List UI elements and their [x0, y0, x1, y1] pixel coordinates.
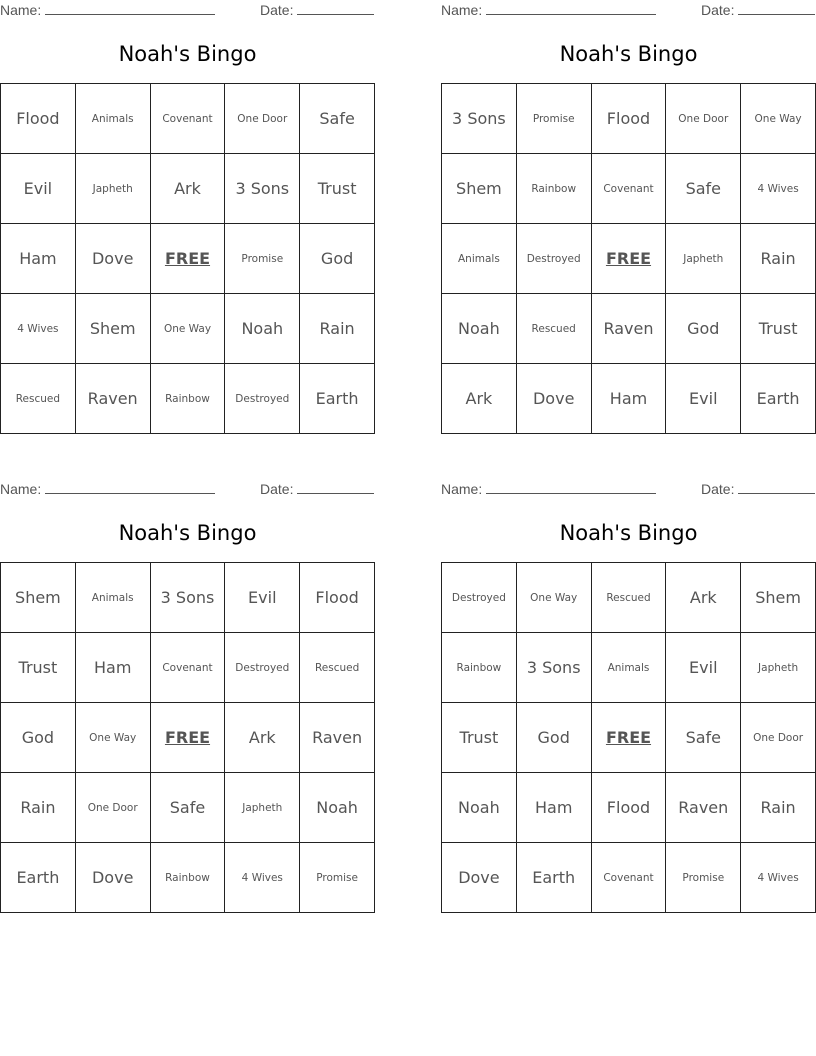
date-field: [701, 2, 815, 18]
name-line: [45, 481, 215, 494]
bingo-cell: Covenant: [151, 633, 226, 703]
bingo-cell: Promise: [225, 224, 300, 294]
name-field: [441, 2, 656, 18]
bingo-cell: Noah: [442, 294, 517, 364]
bingo-cell: Trust: [300, 154, 375, 224]
bingo-card-1: [0, 0, 375, 434]
bingo-cell: Rainbow: [151, 364, 226, 434]
bingo-cell: One Way: [76, 703, 151, 773]
date-label: Date:: [701, 2, 735, 18]
bingo-cell: Evil: [666, 364, 741, 434]
bingo-cell: Rainbow: [151, 843, 226, 913]
card-header: [0, 479, 375, 499]
bingo-cell: Dove: [517, 364, 592, 434]
bingo-cell: Earth: [741, 364, 816, 434]
bingo-cell: Flood: [1, 84, 76, 154]
name-field: [441, 481, 656, 497]
bingo-cell: 4 Wives: [225, 843, 300, 913]
bingo-cell: Japheth: [225, 773, 300, 843]
bingo-cell: Promise: [300, 843, 375, 913]
date-field: [701, 481, 815, 497]
bingo-cell: Flood: [592, 773, 667, 843]
bingo-cell: Japheth: [666, 224, 741, 294]
date-line: [738, 481, 815, 494]
bingo-cell: Covenant: [592, 843, 667, 913]
free-space: FREE: [592, 224, 667, 294]
bingo-cell: Trust: [741, 294, 816, 364]
bingo-cell: Covenant: [592, 154, 667, 224]
card-header: [441, 0, 816, 20]
bingo-cell: Safe: [666, 154, 741, 224]
bingo-cell: Ark: [442, 364, 517, 434]
free-space: FREE: [592, 703, 667, 773]
date-line: [297, 481, 374, 494]
bingo-grid: [441, 562, 816, 913]
bingo-cell: Earth: [300, 364, 375, 434]
name-line: [45, 2, 215, 15]
bingo-cell: Ark: [151, 154, 226, 224]
name-label: Name:: [441, 2, 483, 18]
bingo-cell: Rainbow: [442, 633, 517, 703]
name-line: [486, 481, 656, 494]
bingo-cell: Promise: [517, 84, 592, 154]
bingo-cell: Raven: [300, 703, 375, 773]
bingo-cell: Evil: [225, 563, 300, 633]
bingo-cell: One Door: [741, 703, 816, 773]
bingo-cell: Rainbow: [517, 154, 592, 224]
date-label: Date:: [260, 481, 294, 497]
bingo-cell: Dove: [76, 224, 151, 294]
bingo-cell: 4 Wives: [741, 843, 816, 913]
bingo-cell: One Way: [151, 294, 226, 364]
bingo-grid: [0, 83, 375, 434]
date-label: Date:: [260, 2, 294, 18]
bingo-cell: 3 Sons: [151, 563, 226, 633]
bingo-card-4: [441, 479, 816, 913]
bingo-cell: Ham: [76, 633, 151, 703]
card-header: [0, 0, 375, 20]
name-field: [0, 2, 215, 18]
bingo-cell: Trust: [442, 703, 517, 773]
bingo-cell: Safe: [666, 703, 741, 773]
bingo-cell: Noah: [300, 773, 375, 843]
bingo-cell: Japheth: [76, 154, 151, 224]
bingo-cell: Dove: [76, 843, 151, 913]
bingo-cell: 3 Sons: [225, 154, 300, 224]
bingo-cell: Animals: [76, 563, 151, 633]
bingo-cell: Rescued: [1, 364, 76, 434]
bingo-cell: Destroyed: [225, 364, 300, 434]
bingo-cell: Rain: [300, 294, 375, 364]
bingo-cell: Rain: [741, 773, 816, 843]
bingo-cell: Flood: [592, 84, 667, 154]
bingo-cell: Animals: [592, 633, 667, 703]
bingo-cell: Shem: [442, 154, 517, 224]
bingo-cell: Ark: [225, 703, 300, 773]
bingo-cell: One Door: [225, 84, 300, 154]
bingo-cell: One Door: [666, 84, 741, 154]
bingo-cell: Dove: [442, 843, 517, 913]
bingo-cell: Ark: [666, 563, 741, 633]
bingo-cell: Evil: [1, 154, 76, 224]
name-label: Name:: [0, 2, 42, 18]
bingo-card-3: [0, 479, 375, 913]
bingo-cell: Noah: [225, 294, 300, 364]
bingo-cell: One Way: [741, 84, 816, 154]
bingo-grid: [0, 562, 375, 913]
date-line: [297, 2, 374, 15]
card-title: Noah's Bingo: [118, 521, 257, 545]
bingo-cell: God: [517, 703, 592, 773]
bingo-cell: Evil: [666, 633, 741, 703]
bingo-cell: Destroyed: [517, 224, 592, 294]
name-line: [486, 2, 656, 15]
bingo-cell: Rescued: [517, 294, 592, 364]
bingo-cell: Rescued: [300, 633, 375, 703]
free-space: FREE: [151, 224, 226, 294]
bingo-cell: Ham: [592, 364, 667, 434]
bingo-grid: [441, 83, 816, 434]
card-header: [441, 479, 816, 499]
free-space: FREE: [151, 703, 226, 773]
bingo-cell: Animals: [76, 84, 151, 154]
bingo-cell: Promise: [666, 843, 741, 913]
name-field: [0, 481, 215, 497]
bingo-cell: Safe: [300, 84, 375, 154]
bingo-cell: Animals: [442, 224, 517, 294]
bingo-cell: Japheth: [741, 633, 816, 703]
bingo-cell: Rain: [741, 224, 816, 294]
name-label: Name:: [0, 481, 42, 497]
date-label: Date:: [701, 481, 735, 497]
bingo-cell: Earth: [517, 843, 592, 913]
bingo-cell: God: [1, 703, 76, 773]
bingo-cell: Trust: [1, 633, 76, 703]
bingo-cell: God: [300, 224, 375, 294]
bingo-cell: Safe: [151, 773, 226, 843]
name-label: Name:: [441, 481, 483, 497]
bingo-cell: One Way: [517, 563, 592, 633]
card-title: Noah's Bingo: [559, 42, 698, 66]
date-field: [260, 481, 374, 497]
date-line: [738, 2, 815, 15]
bingo-cell: God: [666, 294, 741, 364]
bingo-cell: Shem: [1, 563, 76, 633]
bingo-card-2: [441, 0, 816, 434]
bingo-cell: Ham: [517, 773, 592, 843]
bingo-cell: Raven: [666, 773, 741, 843]
bingo-cell: Earth: [1, 843, 76, 913]
card-title: Noah's Bingo: [118, 42, 257, 66]
bingo-cell: Raven: [592, 294, 667, 364]
date-field: [260, 2, 374, 18]
card-title: Noah's Bingo: [559, 521, 698, 545]
bingo-cell: Covenant: [151, 84, 226, 154]
bingo-cell: Noah: [442, 773, 517, 843]
bingo-cell: 3 Sons: [442, 84, 517, 154]
bingo-cell: Destroyed: [225, 633, 300, 703]
bingo-cell: One Door: [76, 773, 151, 843]
bingo-cell: Raven: [76, 364, 151, 434]
bingo-cell: Flood: [300, 563, 375, 633]
bingo-cell: Ham: [1, 224, 76, 294]
bingo-cell: Shem: [76, 294, 151, 364]
bingo-cell: 3 Sons: [517, 633, 592, 703]
bingo-cell: Destroyed: [442, 563, 517, 633]
bingo-cell: Rain: [1, 773, 76, 843]
bingo-cell: Rescued: [592, 563, 667, 633]
bingo-cell: 4 Wives: [741, 154, 816, 224]
bingo-cell: Shem: [741, 563, 816, 633]
bingo-cell: 4 Wives: [1, 294, 76, 364]
